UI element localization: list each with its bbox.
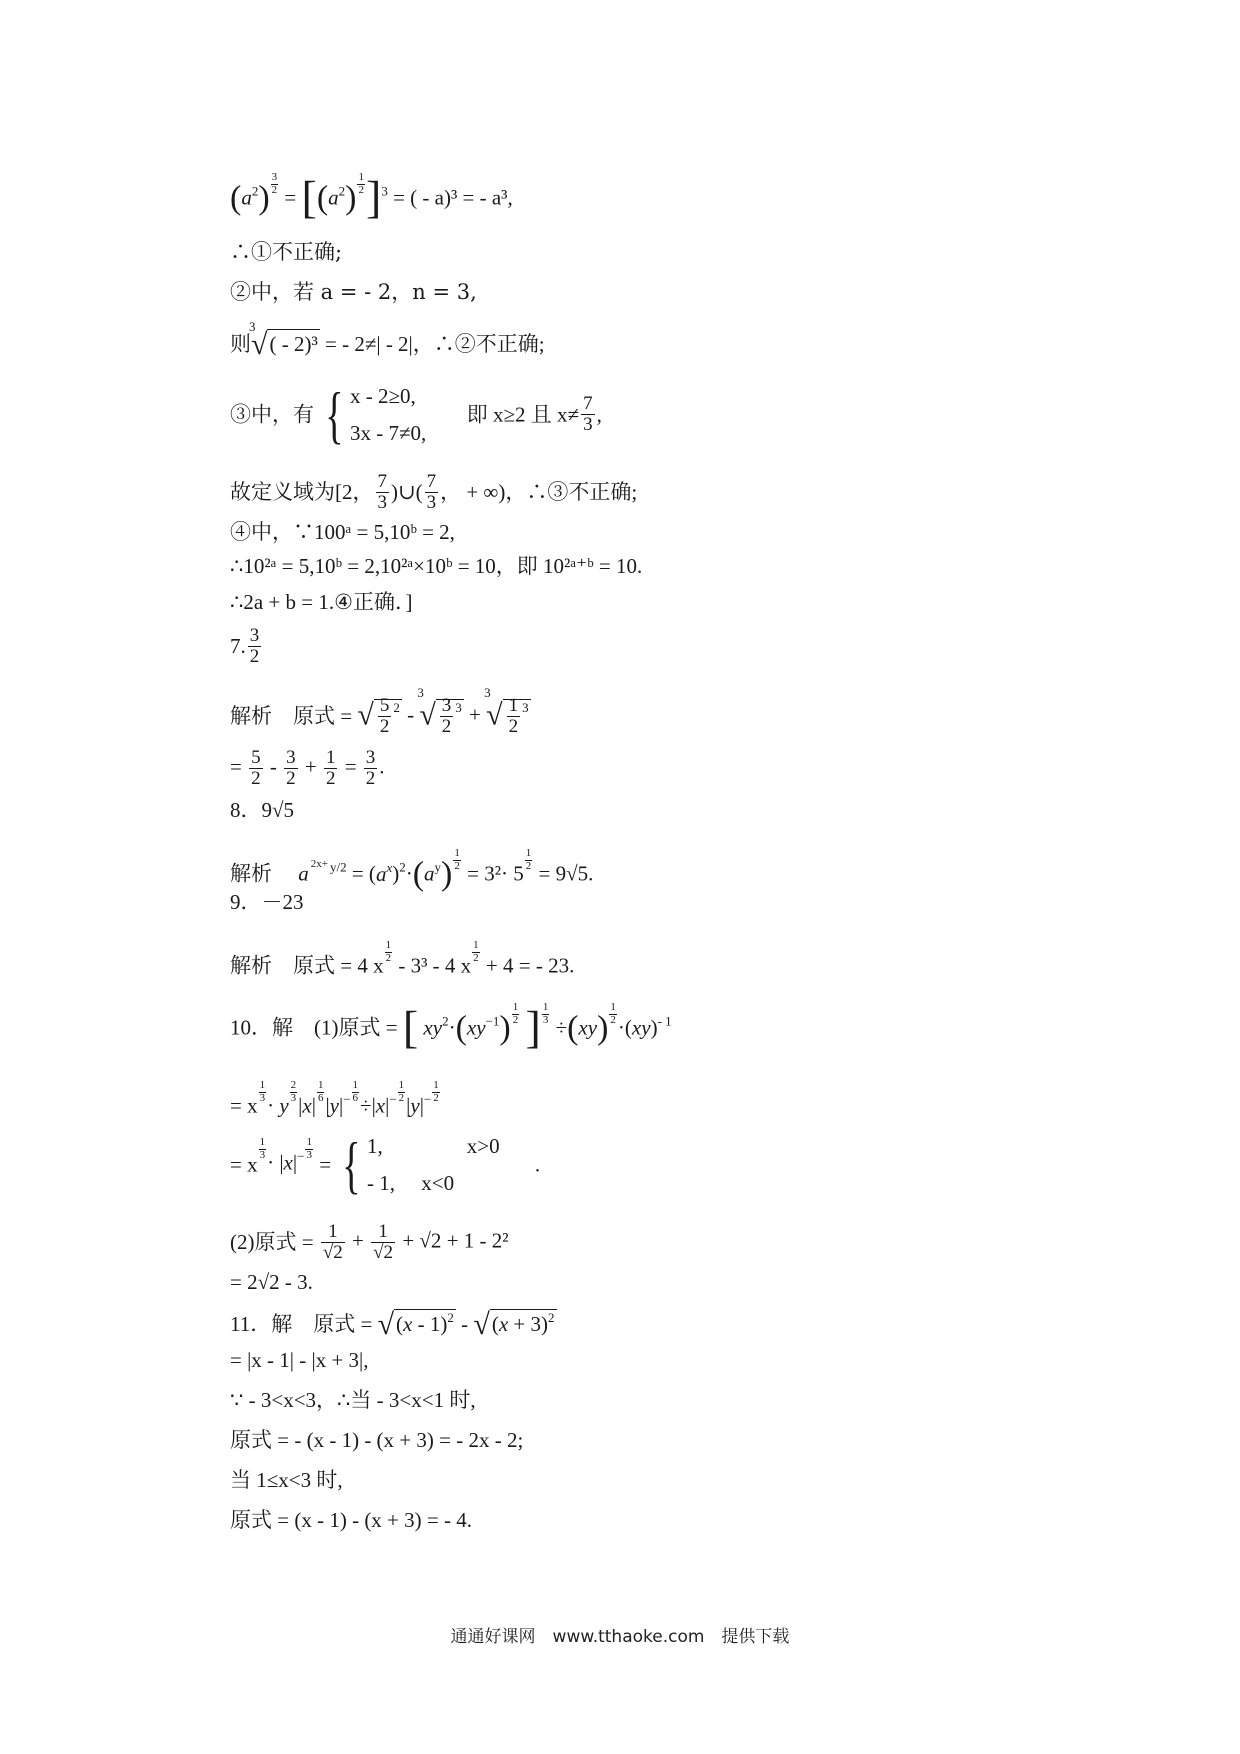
page-footer: 通通好课网 www.tthaoke.com 提供下载 <box>450 1627 790 1647</box>
text-line-3: ②中，若 a = - 2，n = 3, <box>230 280 477 304</box>
answer-11-line-3: ∵ - 3<x<3，∴当 - 3<x<1 时, <box>230 1388 476 1412</box>
answer-7-solution: 解析 原式 = √ $\frac{5}{2}$ $^2$ - 3 √ $\frac{3}{2}$ $^3$ + 3 √ $\frac{1}{2}$ $^3$ <box>230 685 529 737</box>
text-line-6: 故定义域为[2， $\frac{7}{3}$ )∪( $\frac{7}{3}$ ， + ∞)，∴③不正确; <box>230 471 638 513</box>
answer-8: 8．9√5 <box>230 798 295 822</box>
answer-11-line-5: 当 1≤x<3 时, <box>230 1468 343 1492</box>
answer-7-line-2: = $\frac{5}{2}$ - $\frac{3}{2}$ + $\frac{1}{2}$ = $\frac{3}{2}$ . <box>230 747 385 789</box>
answer-11: 11．解 原式 = $√(x - 1)^2 - √(x + 3)^2$ <box>230 1308 555 1341</box>
answer-10-part-2: (2)原式 = $\frac{1}{√2}$ + $\frac{1}{√2}$ + √2 + 1 - 2² <box>230 1221 509 1263</box>
text-line-7: ④中，∵100ᵃ = 5,10ᵇ = 2, <box>230 520 455 544</box>
text-line-5: ③中，有 { x - 2≥0, 3x - 7≠0, 即 x≥2 且 x≠ $\frac{7}{3}$ , <box>230 378 602 450</box>
answer-8-solution: 解析 a $2x+ ^{y/2} = (a^x)^2\cdot(a^y)$ $\frac{1}{2}$ = 3²· 5 $\frac{1}{2}$ = 9√5. <box>230 847 594 893</box>
answer-7: 7. $\frac{3}{2}$ <box>230 625 260 667</box>
eq-line-1: $(a^2)$ $\frac{3}{2}$ = [$(a^2)$ $\frac{1}{2}$ ]$^3$ = ( - a)³ = - a³, <box>230 171 513 223</box>
text-line-8: ∴10²ᵃ = 5,10ᵇ = 2,10²ᵃ×10ᵇ = 10，即 10²ᵃ⁺ᵇ = 10. <box>230 554 643 578</box>
answer-9-solution: 解析 原式 = 4 x $\frac{1}{2}$ - 3³ - 4 x $\frac{1}{2}$ + 4 = - 23. <box>230 939 575 978</box>
answer-10-line-2: = x $\frac{1}{3}$ · y $\frac{2}{3}$ |x| $\frac{1}{6}$ |y|− $\frac{1}{6}$ ÷|x|− $\frac{1}{2}$ |y|− $\frac{1}{2}$ <box>230 1079 439 1118</box>
text-line-4: 则 3 √( - 2)³ = - 2≠| - 2|，∴②不正确; <box>230 319 545 361</box>
answer-10-part-2-line-2: = 2√2 - 3. <box>230 1270 313 1294</box>
answer-10: 10．解 (1)原式 = [ $xy^2\cdot(xy^{-1})$ $\frac{1}{2}$ ] $\frac{1}{3}$ ÷(xy) $\frac{1}{2}$ ·(xy)$^{- 1}$ <box>230 1001 672 1053</box>
eq-line-1-tail: = ( - a)³ = - a³, <box>393 185 513 210</box>
answer-11-line-6: 原式 = (x - 1) - (x + 3) = - 4. <box>230 1508 472 1532</box>
answer-10-line-3: = x $\frac{1}{3}$ · |x|− $\frac{1}{3}$ = { 1, x>0 - 1, x<0 . <box>230 1128 541 1200</box>
answer-11-line-2: = |x - 1| - |x + 3|, <box>230 1348 369 1372</box>
text-line-9: ∴2a + b = 1.④正确．] <box>230 590 413 614</box>
answer-9: 9．－23 <box>230 890 304 914</box>
answer-11-line-4: 原式 = - (x - 1) - (x + 3) = - 2x - 2; <box>230 1428 524 1452</box>
text-line-2: ∴①不正确; <box>230 240 343 264</box>
